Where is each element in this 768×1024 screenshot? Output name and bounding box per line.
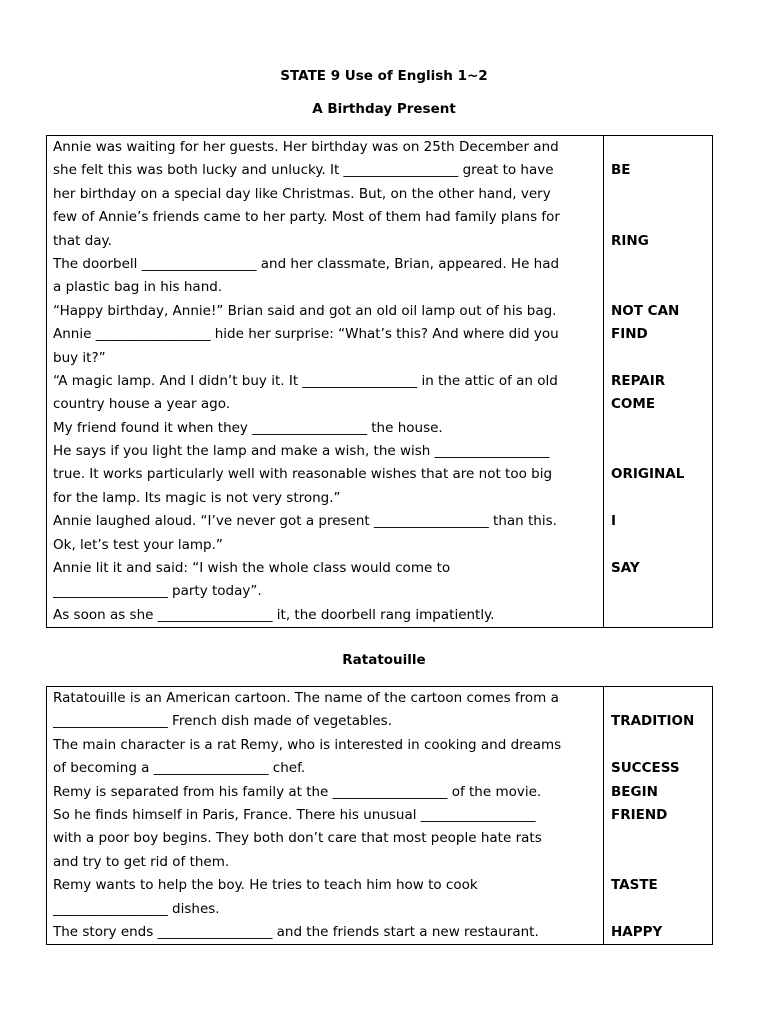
passage-line: Annie laughed aloud. “I’ve never got a present _________________ than this. [53,513,557,530]
passage-line: He says if you light the lamp and make a wish, the wish _________________ [53,443,550,460]
document-title: STATE 9 Use of English 1~2 [280,68,488,84]
key-word: HAPPY [611,923,663,940]
key-word [611,734,708,757]
section-title-birthday-present: A Birthday Present [312,101,456,117]
passage-column [47,687,604,944]
word-column [604,687,712,944]
passage-line: Annie was waiting for her guests. Her birthday was on 25th December and [53,139,559,155]
key-word: BEGIN [611,783,658,800]
passage-line: she felt this was both lucky and unlucky. It _________________ great to have [53,162,554,179]
exercise-table-ratatouille [46,686,713,945]
passage-line: My friend found it when they _________________ the house. [53,419,443,436]
passage-line: Annie lit it and said: “I wish the whole class would come to [53,560,451,577]
passage-line: The story ends _________________ and the friends start a new restaurant. [53,923,539,940]
key-word [611,183,708,206]
key-word: SUCCESS [611,760,680,777]
passage-line: The doorbell _________________ and her classmate, Brian, appeared. He had [53,255,560,272]
passage-line: _________________ dishes. [53,900,220,917]
key-word [611,136,708,159]
passage-line: The main character is a rat Remy, who is interested in cooking and dreams [53,736,562,753]
passage-line: Annie _________________ hide her surprise: “What’s this? And where did you [53,326,559,343]
passage-line: Ok, let’s test your lamp.” [53,536,223,553]
key-word: RING [611,232,649,249]
passage-line: that day. [53,232,112,249]
key-word [611,687,708,710]
passage-line: her birthday on a special day like Christmas. But, on the other hand, very [53,185,551,202]
passage-line: As soon as she _________________ it, the doorbell rang impatiently. [53,606,495,623]
key-word: NOT CAN [611,302,680,319]
key-word [611,487,708,510]
key-word [611,440,708,463]
passage-line: country house a year ago. [53,396,231,413]
passage-line: “Happy birthday, Annie!” Brian said and got an old oil lamp out of his bag. [53,302,557,319]
key-word: TRADITION [611,713,695,730]
passage-line: Remy wants to help the boy. He tries to teach him how to cook [53,877,478,894]
key-word: ORIGINAL [611,466,685,483]
passage-line: Ratatouille is an American cartoon. The name of the cartoon comes from a [53,690,559,706]
key-word [611,534,708,557]
key-word [611,851,708,874]
key-word [611,417,708,440]
key-word: FRIEND [611,806,668,823]
key-word: FIND [611,326,648,343]
passage-line: a plastic bag in his hand. [53,279,223,296]
passage-line: So he finds himself in Paris, France. There his unusual _________________ [53,806,536,823]
passage-line: for the lamp. Its magic is not very strong.” [53,489,341,506]
key-word [611,206,708,229]
passage-column [47,136,604,627]
key-word [611,253,708,276]
key-word [611,276,708,299]
passage-line: few of Annie’s friends came to her party. Most of them had family plans for [53,209,560,226]
key-word: COME [611,396,656,413]
key-word: TASTE [611,877,658,894]
passage-line: Remy is separated from his family at the _________________ of the movie. [53,783,542,800]
key-word [611,604,708,627]
section-title-ratatouille: Ratatouille [342,652,426,668]
key-word [611,898,708,921]
passage-line: with a poor boy begins. They both don’t care that most people hate rats [53,830,542,847]
key-word: REPAIR [611,372,666,389]
passage-line: “A magic lamp. And I didn’t buy it. It _________________ in the attic of an old [53,372,558,389]
word-column [604,136,712,627]
passage-line: buy it?” [53,349,106,366]
key-word: BE [611,162,631,179]
passage-line: _________________ party today”. [53,583,262,600]
key-word: SAY [611,560,640,577]
key-word [611,827,708,850]
passage-line: true. It works particularly well with reasonable wishes that are not too big [53,466,553,483]
passage-line: and try to get rid of them. [53,853,230,870]
key-word: I [611,513,617,530]
key-word [611,347,708,370]
passage-line: _________________ French dish made of vegetables. [53,713,392,730]
exercise-table-birthday-present [46,135,713,628]
passage-line: of becoming a _________________ chef. [53,760,306,777]
key-word [611,580,708,603]
